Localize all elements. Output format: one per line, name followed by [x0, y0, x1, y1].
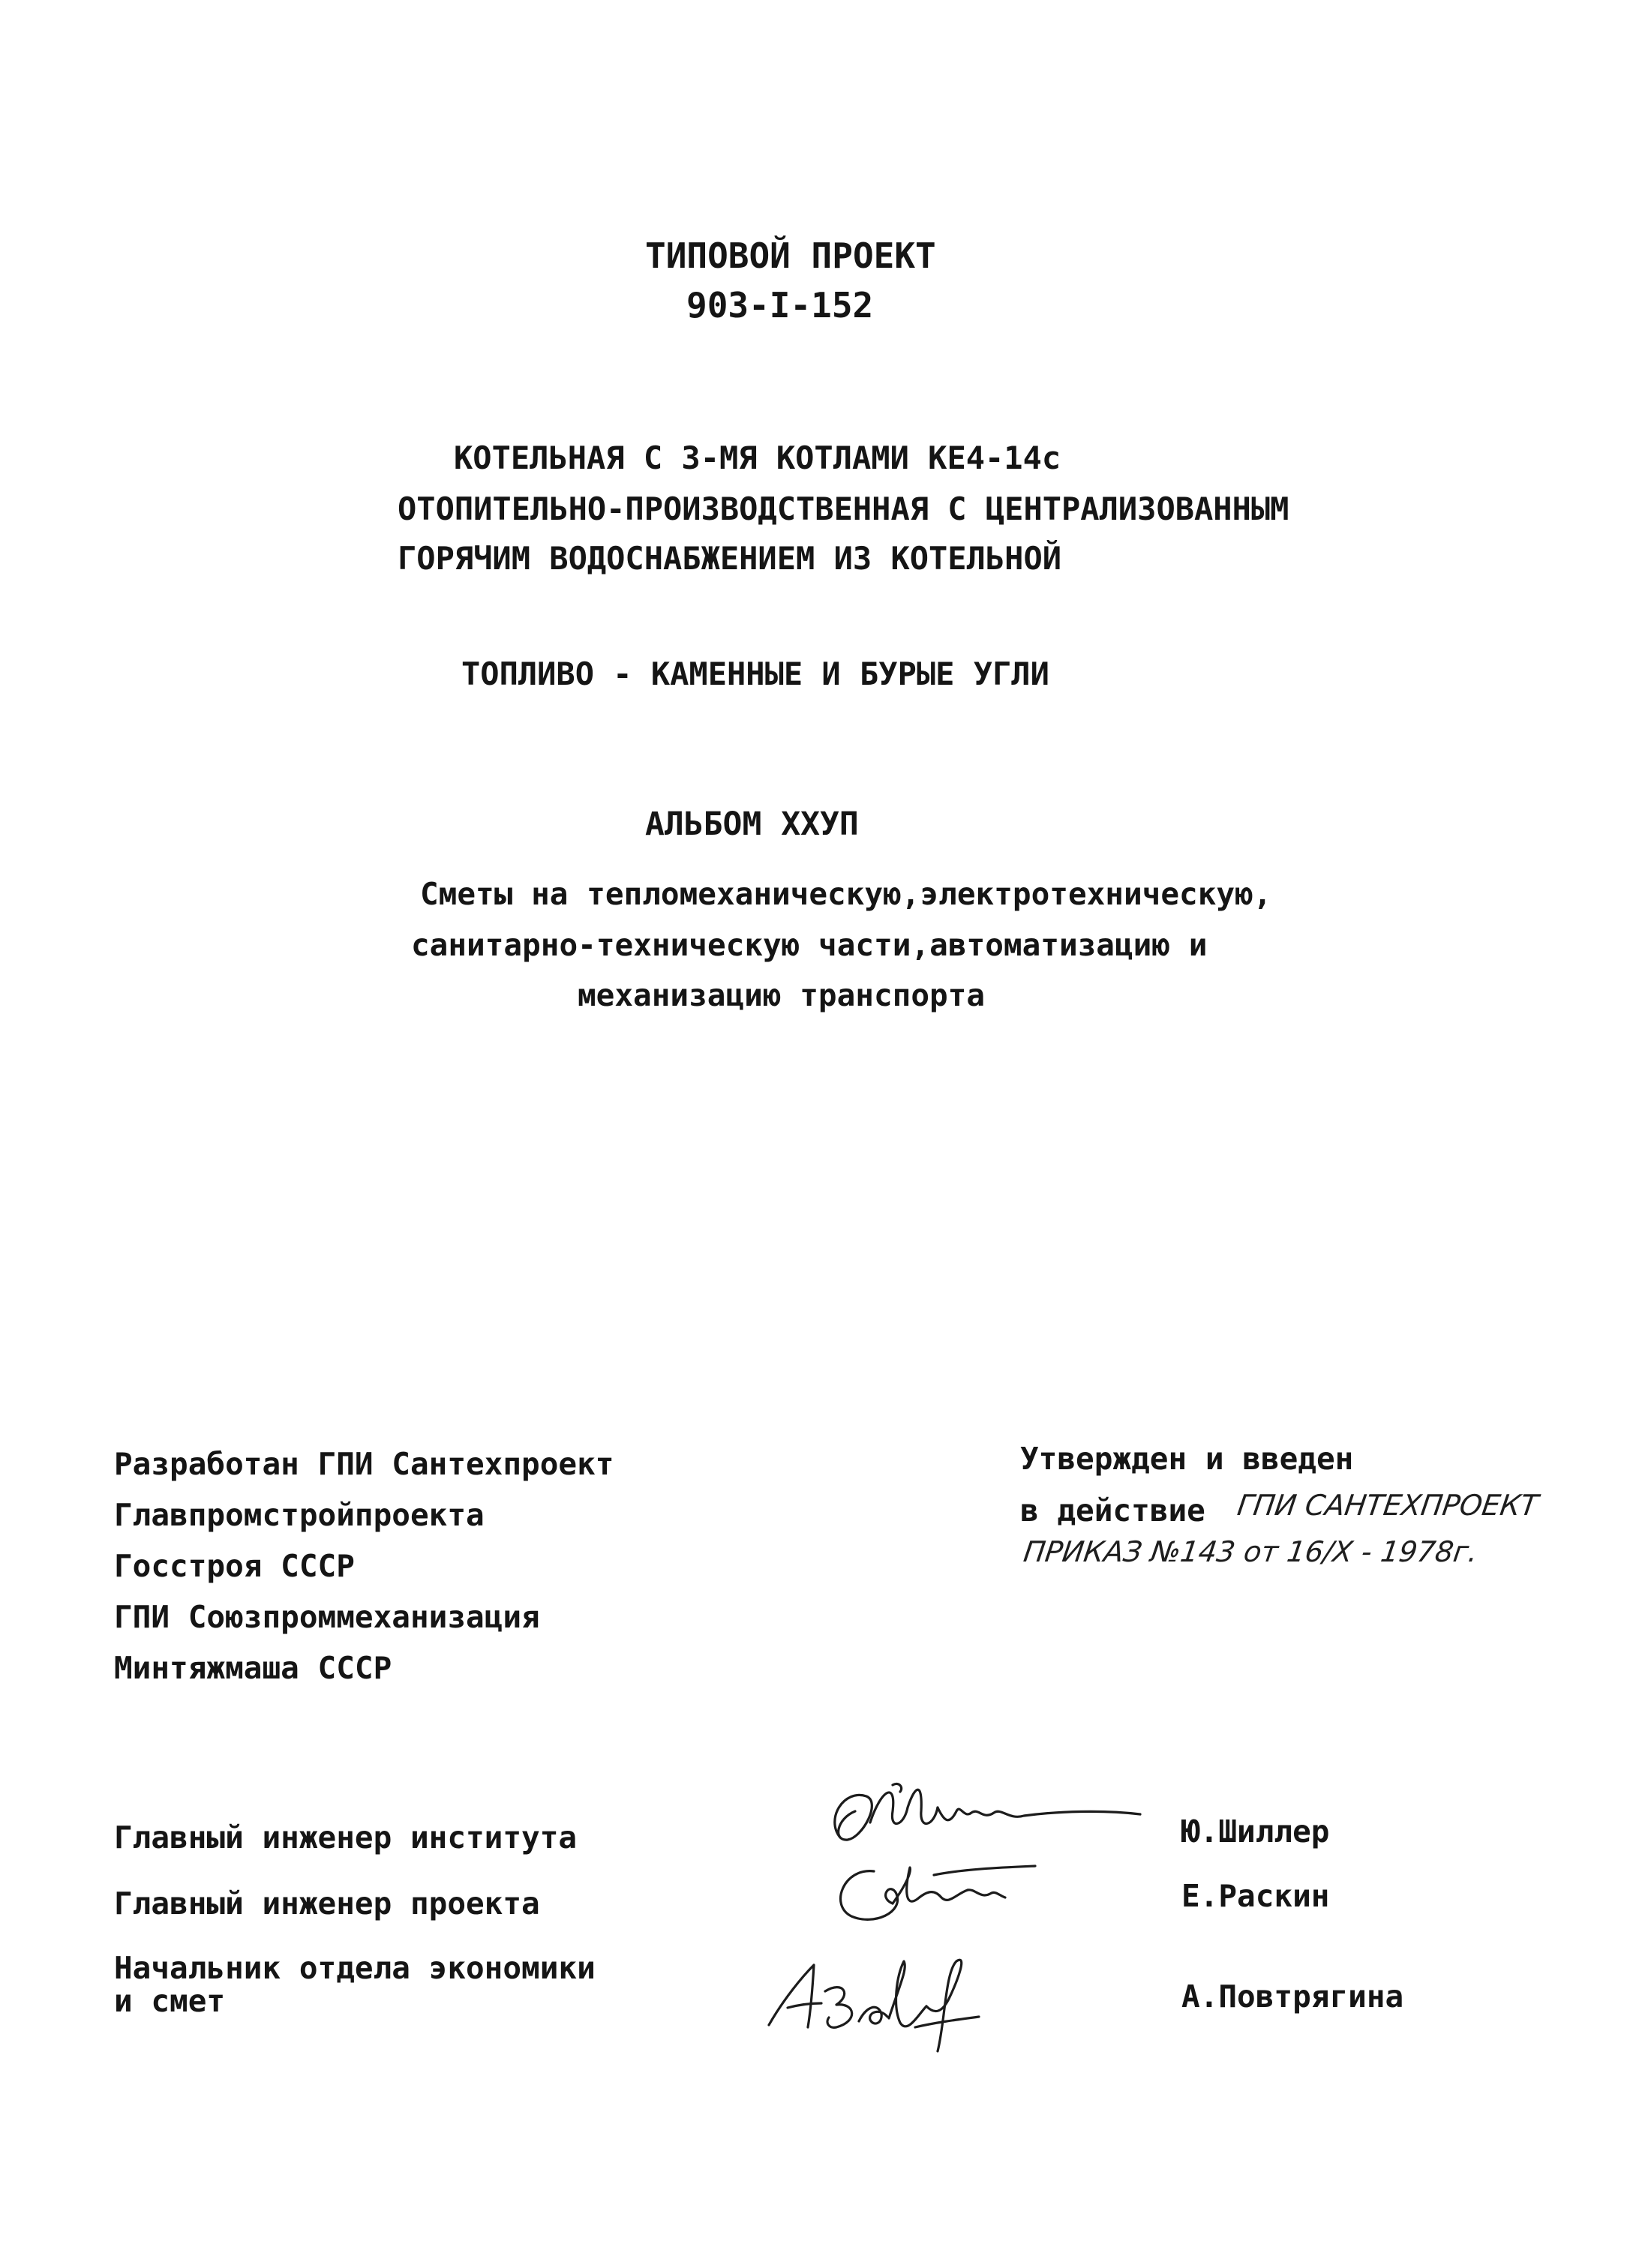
- title-line-3: ГОРЯЧИМ ВОДОСНАБЖЕНИЕМ ИЗ КОТЕЛЬНОЙ: [398, 540, 1062, 577]
- signature-3: [754, 1939, 1001, 2062]
- approval-line-1: Утвержден и введен: [1020, 1441, 1354, 1477]
- album-desc-line-3: механизацию транспорта: [578, 977, 986, 1013]
- developer-line-4: ГПИ Союзпроммеханизация: [114, 1599, 540, 1635]
- signatory-role-3-line-2: и смет: [114, 1983, 226, 2019]
- project-type-heading: ТИПОВОЙ ПРОЕКТ: [645, 236, 936, 276]
- approval-handwritten-order: ПРИКАЗ №143 от 16/X - 1978г.: [1021, 1535, 1480, 1568]
- title-line-1: КОТЕЛЬНАЯ С 3-МЯ КОТЛАМИ КЕ4-14с: [454, 440, 1061, 476]
- signature-2: [821, 1852, 1046, 1935]
- developer-line-5: Минтяжмаша СССР: [114, 1650, 392, 1686]
- developer-line-2: Главпромстройпроекта: [114, 1497, 485, 1533]
- signatory-role-2: Главный инженер проекта: [114, 1886, 540, 1922]
- signatory-name-3: А.Повтрягина: [1181, 1978, 1404, 2014]
- signatory-name-1: Ю.Шиллер: [1181, 1814, 1330, 1850]
- fuel-line: ТОПЛИВО - КАМЕННЫЕ И БУРЫЕ УГЛИ: [461, 656, 1049, 692]
- signature-1: [810, 1766, 1155, 1856]
- approval-line-2: в действие: [1020, 1492, 1205, 1528]
- signatory-role-1: Главный инженер института: [114, 1820, 578, 1856]
- album-desc-line-2: санитарно-техническую части,автоматизацию и: [411, 927, 1208, 963]
- developer-line-3: Госстроя СССР: [114, 1548, 355, 1584]
- album-desc-line-1: Сметы на тепломеханическую,электротехническую,: [420, 876, 1272, 912]
- developer-line-1: Разработан ГПИ Сантехпроект: [114, 1446, 614, 1482]
- project-number: 903-I-152: [686, 285, 874, 326]
- signatory-name-2: Е.Раскин: [1181, 1878, 1330, 1914]
- title-line-2: ОТОПИТЕЛЬНО-ПРОИЗВОДСТВЕННАЯ С ЦЕНТРАЛИЗОВАННЫМ: [398, 490, 1289, 527]
- approval-handwritten-org: ГПИ САНТЕХПРОЕКТ: [1235, 1489, 1541, 1522]
- album-title: АЛЬБОМ ХХУП: [645, 806, 859, 843]
- signatory-role-3: Начальник отдела экономики: [114, 1950, 596, 1986]
